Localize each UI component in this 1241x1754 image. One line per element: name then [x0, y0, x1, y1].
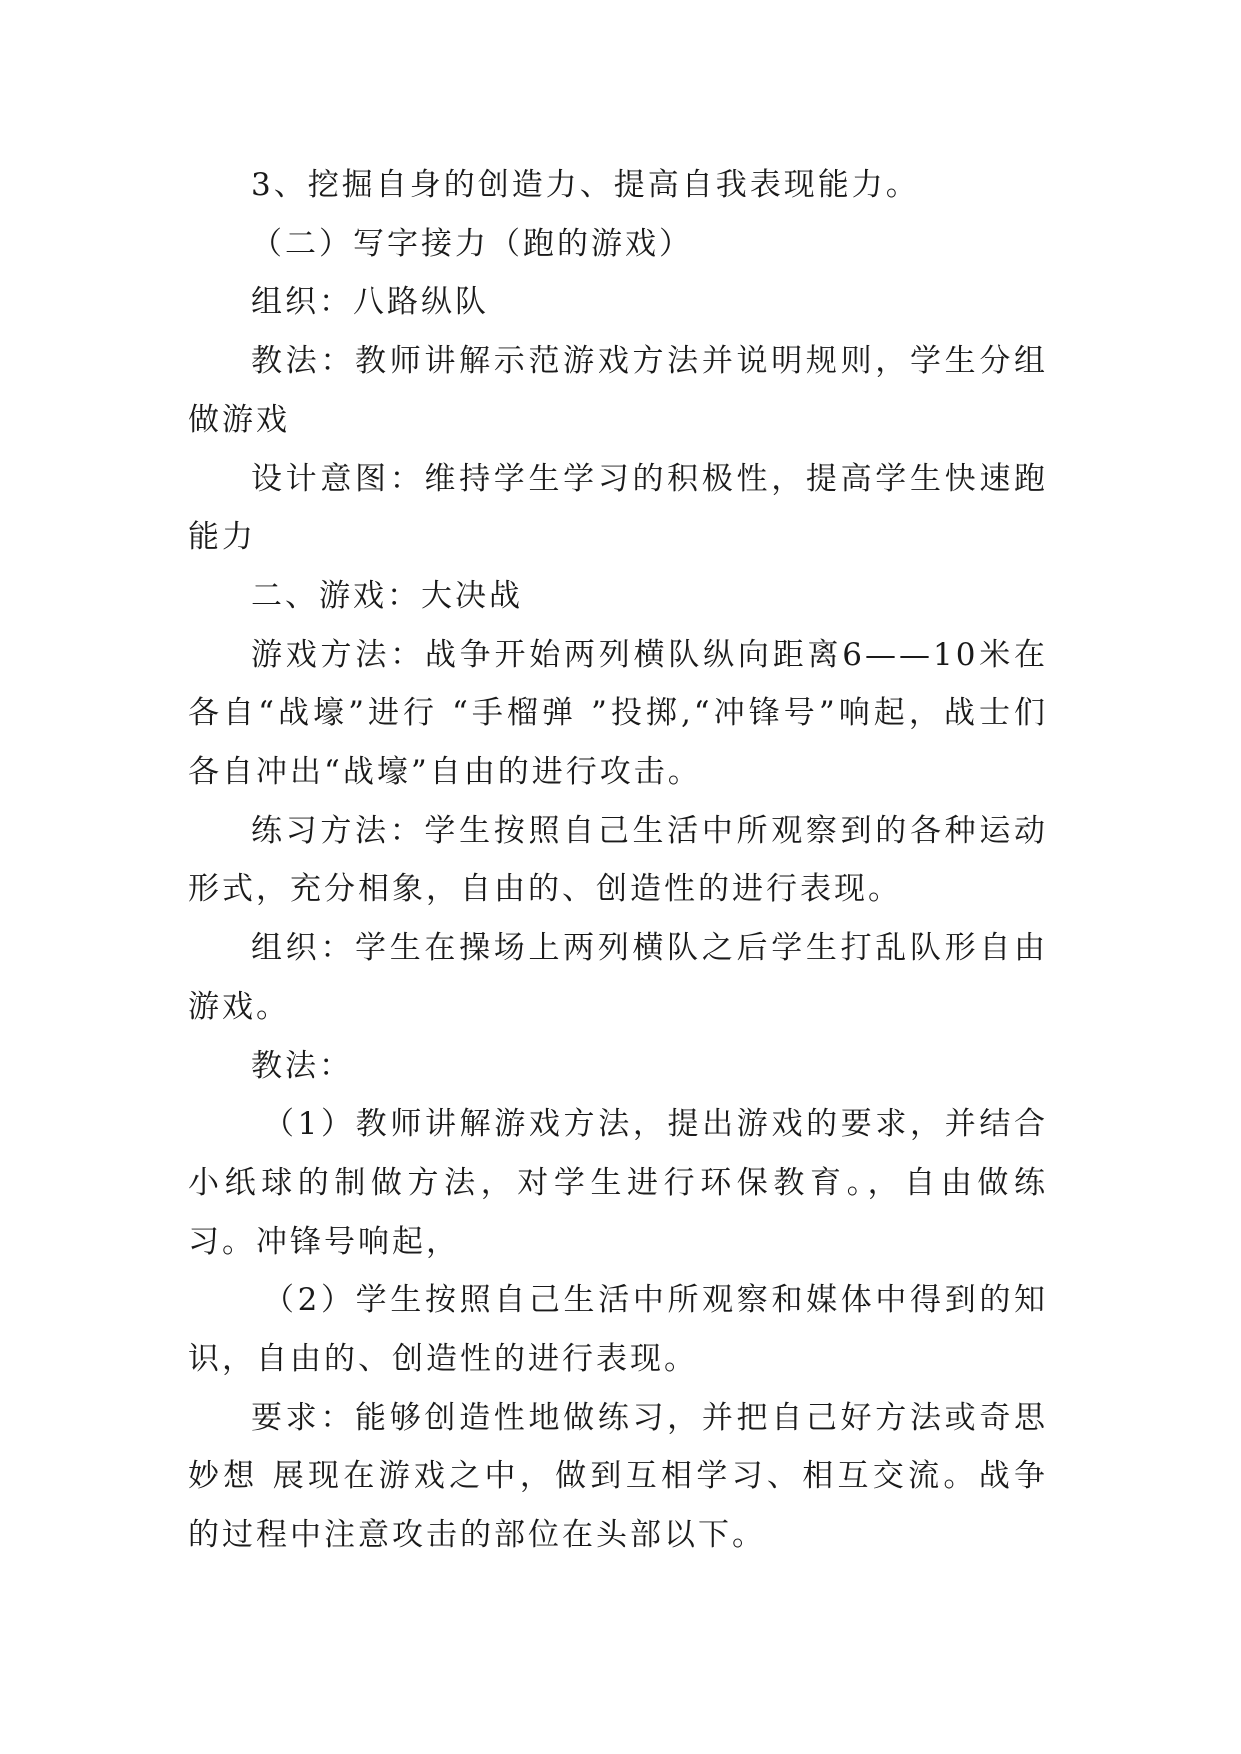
paragraph-requirements: 要求：能够创造性地做练习，并把自己好方法或奇思妙想 展现在游戏之中，做到互相学习、相互交流。战争的过程中注意攻击的部位在头部以下。 — [188, 1399, 1048, 1554]
paragraph-organization: 组织：八路纵队 — [251, 284, 489, 321]
paragraph-game-method: 游戏方法：战争开始两列横队纵向距离6——10米在各自“战壕”进行 “手榴弹 ”投掷,“冲锋号”响起，战士们各自冲出“战壕”自由的进行攻击。 — [188, 636, 1048, 791]
paragraph-teaching-method: 教法：教师讲解示范游戏方法并说明规则，学生分组做游戏 — [188, 343, 1048, 438]
paragraph-teaching-label: 教法： — [251, 1047, 353, 1084]
section-heading-relay: （二）写字接力（跑的游戏） — [251, 225, 693, 262]
paragraph-game-organization: 组织：学生在操场上两列横队之后学生打乱队形自由游戏。 — [188, 930, 1048, 1025]
document-body — [188, 156, 1048, 1565]
paragraph-objective-3: 3、挖掘自身的创造力、提高自我表现能力。 — [251, 167, 920, 203]
paragraph-practice-method: 练习方法：学生按照自己生活中所观察到的各种运动形式，充分相象，自由的、创造性的进行表现。 — [188, 812, 1048, 908]
paragraph-design-intent: 设计意图：维持学生学习的积极性，提高学生快速跑能力 — [188, 460, 1048, 556]
paragraph-teaching-step-1: （1）教师讲解游戏方法，提出游戏的要求，并结合小纸球的制做方法，对学生进行环保教育。，自由做练习。冲锋号响起， — [188, 1106, 1048, 1260]
paragraph-teaching-step-2: （2）学生按照自己生活中所观察和媒体中得到的知识，自由的、创造性的进行表现。 — [188, 1282, 1048, 1378]
section-heading-game: 二、游戏：大决战 — [251, 577, 523, 614]
